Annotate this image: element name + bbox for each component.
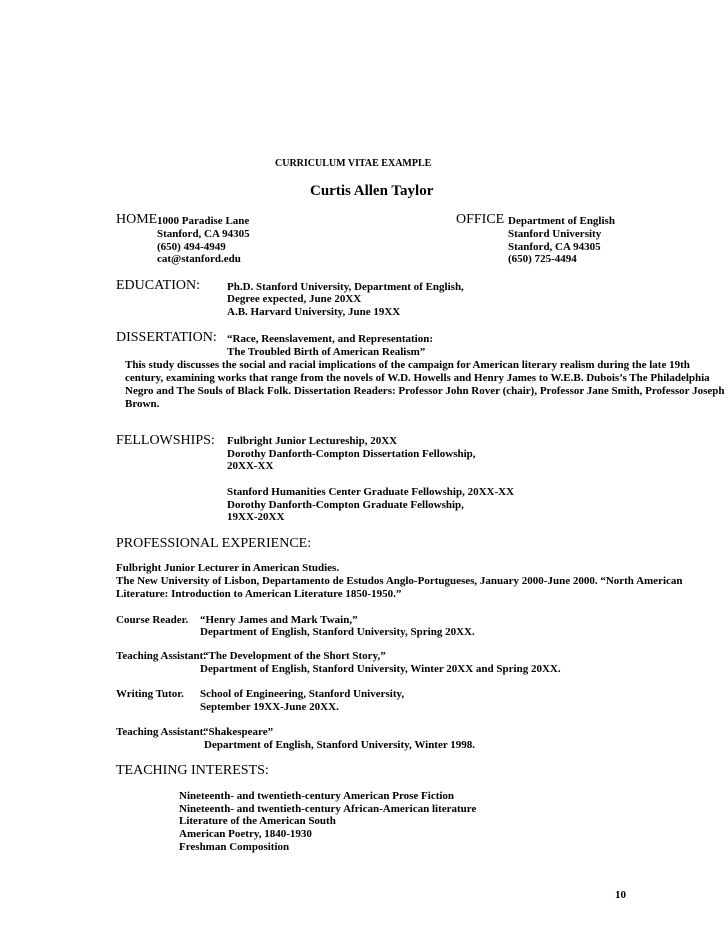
fellowships-heading: FELLOWSHIPS: xyxy=(116,433,215,448)
teaching-item: Freshman Composition xyxy=(179,841,290,853)
experience-intro-line: Fulbright Junior Lecturer in American Studies. xyxy=(116,562,340,574)
experience-intro-line: The New University of Lisbon, Departamento de Estudos Anglo-Portugueses, January 2000-June 2000. “North American xyxy=(116,575,683,587)
teaching-item: Literature of the American South xyxy=(179,815,336,827)
fellowship-line: Dorothy Danforth-Compton Dissertation Fellowship, xyxy=(227,448,476,460)
experience-detail: Department of English, Stanford University, Winter 1998. xyxy=(204,739,476,751)
dissertation-title-line: “Race, Reenslavement, and Representation: xyxy=(227,333,434,345)
experience-detail: “Henry James and Mark Twain,” xyxy=(200,614,358,626)
experience-detail: Department of English, Stanford University, Winter 20XX and Spring 20XX. xyxy=(200,663,561,675)
fellowship-line: 19XX-20XX xyxy=(227,511,285,523)
teaching-item: Nineteenth- and twentieth-century American Prose Fiction xyxy=(179,790,455,802)
office-address-line: Stanford, CA 94305 xyxy=(508,241,601,253)
experience-intro-line: Literature: Introduction to American Literature 1850-1950.” xyxy=(116,588,402,600)
experience-role: Teaching Assistant. xyxy=(116,650,207,662)
home-address-line: 1000 Paradise Lane xyxy=(157,215,250,227)
dissertation-heading: DISSERTATION: xyxy=(116,330,217,345)
experience-heading: PROFESSIONAL EXPERIENCE: xyxy=(116,536,312,551)
fellowship-line: 20XX-XX xyxy=(227,460,274,472)
person-name: Curtis Allen Taylor xyxy=(310,183,434,199)
experience-detail: “Shakespeare” xyxy=(203,726,274,738)
education-line: Degree expected, June 20XX xyxy=(227,293,362,305)
experience-role: Course Reader. xyxy=(116,614,189,626)
teaching-item: American Poetry, 1840-1930 xyxy=(179,828,312,840)
fellowship-line: Fulbright Junior Lectureship, 20XX xyxy=(227,435,398,447)
experience-detail: School of Engineering, Stanford University, xyxy=(200,688,405,700)
office-phone: (650) 725-4494 xyxy=(508,253,577,265)
office-address-line: Department of English xyxy=(508,215,615,227)
fellowship-line: Stanford Humanities Center Graduate Fellowship, 20XX-XX xyxy=(227,486,515,498)
home-label: HOME xyxy=(116,212,158,227)
dissertation-title-line: The Troubled Birth of American Realism” xyxy=(227,346,426,358)
experience-detail: Department of English, Stanford University, Spring 20XX. xyxy=(200,626,475,638)
education-heading: EDUCATION: xyxy=(116,278,200,293)
dissertation-description: This study discusses the social and racial implications of the campaign for American literary realism during the late 19th century, examining works that range from the novels of W.D. Howells and Henry James to W.E.B. Dubois’s The Philadelphia Negro and The Souls of Black Folk. Dissertation Readers: Professor John Rover (chair), Professor Jane Smith, Professor Joseph Brown. xyxy=(125,359,725,410)
page-number: 10 xyxy=(615,889,626,901)
education-line: A.B. Harvard University, June 19XX xyxy=(227,306,401,318)
experience-detail: September 19XX-June 20XX. xyxy=(200,701,339,713)
office-address-line: Stanford University xyxy=(508,228,602,240)
home-email: cat@stanford.edu xyxy=(157,253,241,265)
office-label: OFFICE xyxy=(456,212,505,227)
document-title: CURRICULUM VITAE EXAMPLE xyxy=(275,158,432,169)
education-line: Ph.D. Stanford University, Department of English, xyxy=(227,281,464,293)
fellowship-line: Dorothy Danforth-Compton Graduate Fellowship, xyxy=(227,499,464,511)
experience-role: Writing Tutor. xyxy=(116,688,184,700)
home-address-line: Stanford, CA 94305 xyxy=(157,228,250,240)
experience-detail: “The Development of the Short Story,” xyxy=(203,650,386,662)
teaching-item: Nineteenth- and twentieth-century African-American literature xyxy=(179,803,477,815)
experience-role: Teaching Assistant. xyxy=(116,726,207,738)
home-phone: (650) 494-4949 xyxy=(157,241,226,253)
teaching-heading: TEACHING INTERESTS: xyxy=(116,763,269,778)
